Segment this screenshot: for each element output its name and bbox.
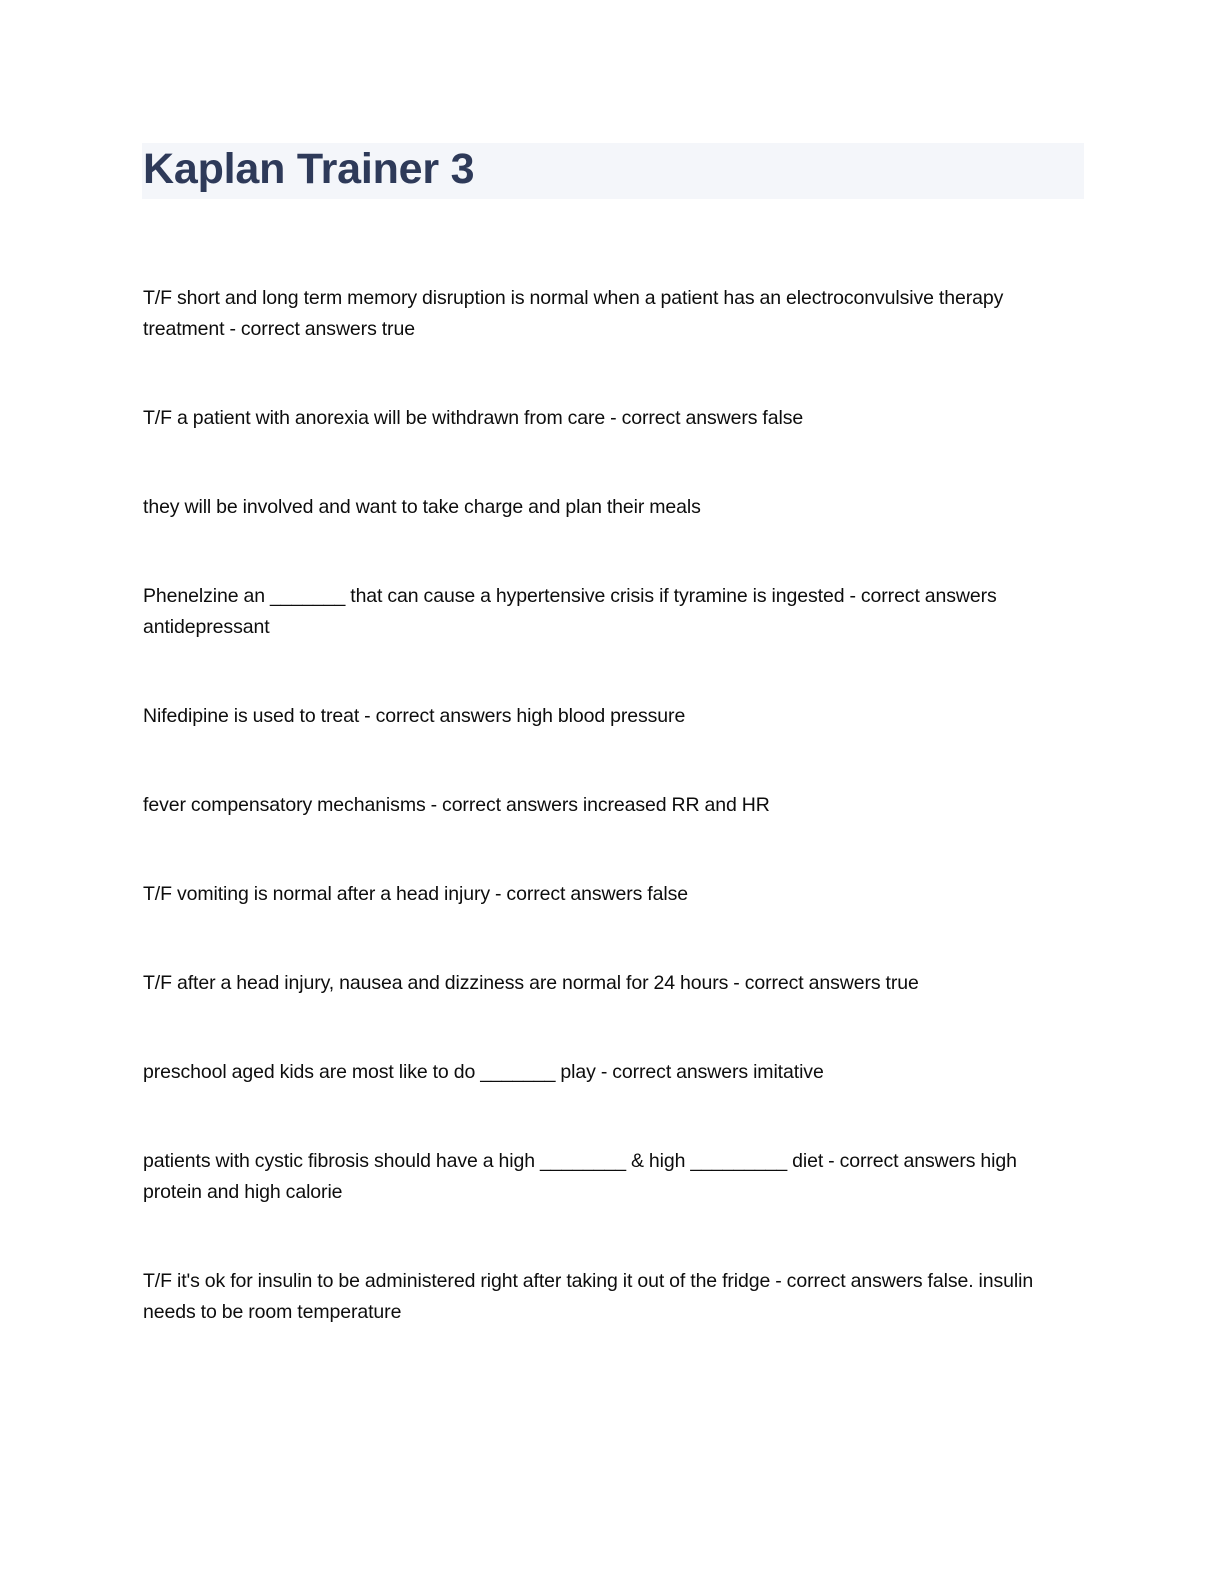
paragraph: Nifedipine is used to treat - correct answers high blood pressure xyxy=(143,705,686,727)
paragraph: T/F vomiting is normal after a head injury - correct answers false xyxy=(143,883,688,905)
paragraph: preschool aged kids are most like to do _______ play - correct answers imitative xyxy=(143,1061,824,1083)
paragraph: T/F after a head injury, nausea and dizziness are normal for 24 hours - correct answers true xyxy=(143,972,919,994)
document-body xyxy=(143,283,1058,1328)
paragraph: fever compensatory mechanisms - correct answers increased RR and HR xyxy=(143,794,770,816)
paragraph: T/F short and long term memory disruption is normal when a patient has an electroconvulsive therapy treatment - correct answers true xyxy=(143,287,1004,340)
page-title: Kaplan Trainer 3 xyxy=(143,145,475,193)
paragraph: patients with cystic fibrosis should have a high ________ & high _________ diet - correct answers high protein and high calorie xyxy=(143,1150,1017,1203)
paragraph: Phenelzine an _______ that can cause a hypertensive crisis if tyramine is ingested - correct answers antidepressant xyxy=(143,585,997,638)
paragraph: T/F a patient with anorexia will be withdrawn from care - correct answers false xyxy=(143,407,804,429)
paragraph: T/F it's ok for insulin to be administered right after taking it out of the fridge - correct answers false. insulin needs to be room temperature xyxy=(143,1270,1034,1323)
paragraph: they will be involved and want to take charge and plan their meals xyxy=(143,496,701,518)
